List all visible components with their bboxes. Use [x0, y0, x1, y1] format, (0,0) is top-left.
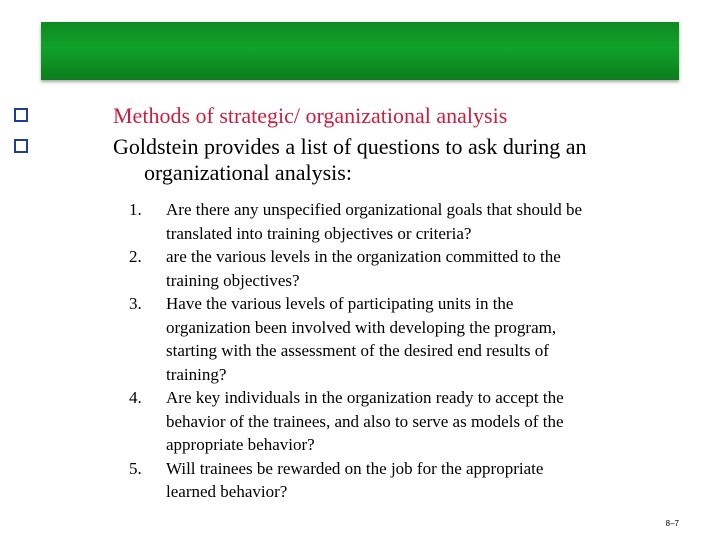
question-number: 3.: [129, 294, 142, 313]
question-text-line: Are there any unspecified organizational goals that should be: [166, 200, 583, 219]
title-bar: [41, 22, 679, 80]
question-text-line: Will trainees be rewarded on the job for the appropriate: [166, 458, 544, 478]
question-number: 5.: [129, 458, 142, 478]
question-item: [110, 457, 670, 504]
question-number: 4.: [129, 388, 142, 407]
question-text-line: Have the various levels of participating units in the: [166, 294, 514, 313]
question-text-line: are the various levels in the organization committed to the: [166, 247, 561, 266]
page-number: 8–7: [665, 519, 679, 528]
question-text-line: starting with the assessment of the desired end results of: [166, 341, 549, 360]
question-text-line: learned behavior?: [166, 482, 288, 501]
bullet-text-line: Goldstein provides a list of questions to ask during an: [113, 134, 587, 159]
question-item: [110, 386, 670, 457]
question-text-line: training objectives?: [166, 270, 300, 290]
question-item: [110, 245, 670, 292]
question-number: 2.: [129, 247, 142, 266]
question-text-line: appropriate behavior?: [166, 435, 315, 454]
bullet-item: [14, 103, 704, 129]
bullet-text-line: organizational analysis:: [144, 160, 352, 185]
question-text-line: Are key individuals in the organization ready to accept the: [166, 388, 564, 407]
numbered-question-list: [110, 198, 670, 504]
question-item: [110, 198, 670, 245]
question-text-line: training?: [166, 364, 227, 384]
bullet-list: [14, 103, 704, 186]
hollow-square-icon: [14, 108, 28, 122]
question-number: 1.: [129, 200, 142, 219]
question-text-line: organization been involved with developing the program,: [166, 317, 557, 337]
bullet-text: Methods of strategic/ organizational analysis: [113, 103, 508, 128]
question-text-line: behavior of the trainees, and also to serve as models of the: [166, 411, 564, 431]
question-text-line: translated into training objectives or criteria?: [166, 223, 472, 243]
question-item: [110, 292, 670, 386]
hollow-square-icon: [14, 139, 28, 153]
bullet-item: [14, 134, 704, 186]
